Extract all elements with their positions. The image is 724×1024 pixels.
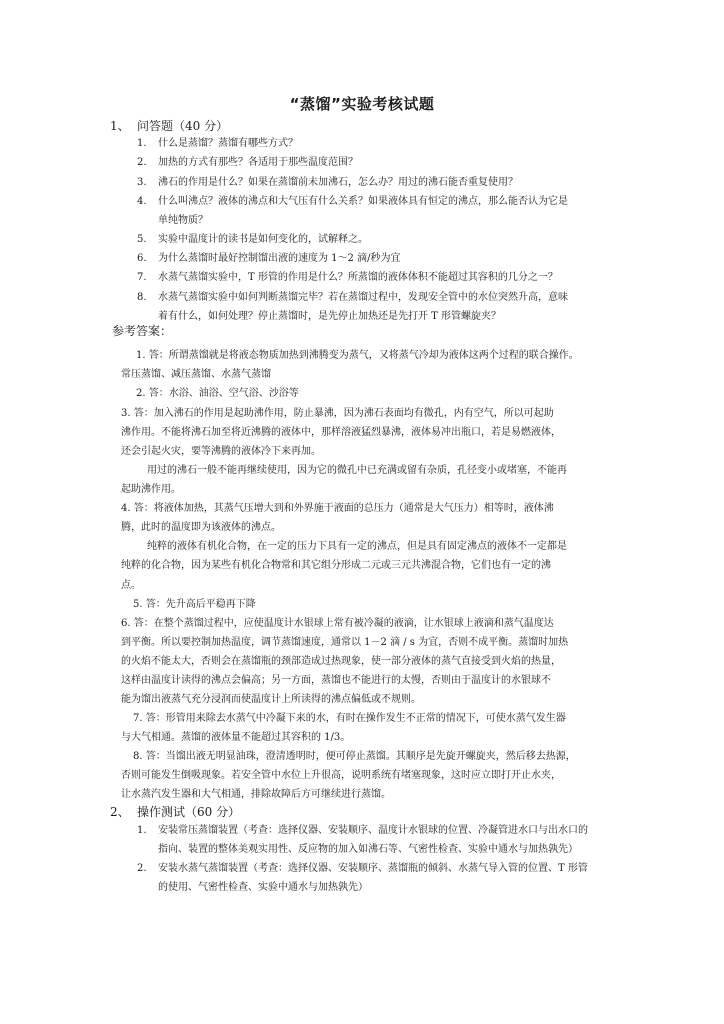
question-text: 单纯物质？ [158,215,208,226]
item-text: 指向、装置的整体美观实用性、反应物的加入如沸石等、气密性检查、实验中通水与加热孰先） [158,844,578,855]
answer-line: 腾，此时的温度即为该液体的沸点。 [121,522,281,533]
item-number: 2. [137,863,147,874]
section1-number: 1、 [110,119,130,133]
item-text: 安装水蒸气蒸馏装置（考查：选择仪器、安装顺序、蒸馏瓶的倾斜、水蒸气导入管的位置、T 形管 [158,863,588,874]
question-text: 着有什么，如何处理？停止蒸馏时，是先停止加热还是先打开 T 形管螺旋夹？ [158,311,502,322]
answer-line: 3. 答：加入沸石的作用是起助沸作用，防止暴沸，因为沸石表面均有微孔，内有空气，所以可起助 [121,408,554,419]
answer-line: 起助沸作用。 [121,484,181,495]
answer-line: 用过的沸石一般不能再继续使用，因为它的微孔中已充满或留有杂质，孔径变小或堵塞，不能再 [147,465,567,476]
answer-line: 纯粹的液体有机化合物，在一定的压力下具有一定的沸点，但是具有固定沸点的液体不一定都是 [147,541,567,552]
answers-heading: 参考答案： [112,324,173,338]
answer-line: 的火焰不能太大，否则会在蒸馏瓶的颈部造成过热现象，使一部分液体的蒸气直接受到火焰的热量， [121,656,561,667]
item-number: 1. [137,825,147,836]
answer-line: 与大气相通。蒸馏的液体量不能超过其容积的 1/3。 [121,732,351,743]
question-number: 5. [137,234,147,245]
answer-line: 常压蒸馏、减压蒸馏、水蒸气蒸馏 [121,369,271,380]
answer-line: 2. 答：水浴、油浴、空气浴、沙浴等 [136,388,299,399]
question-text: 加热的方式有那些？各适用于那些温度范围？ [158,157,358,168]
answer-line: 8. 答：当馏出液无明显油珠，澄清透明时，便可停止蒸馏。其顺序是先旋开螺旋夹，然后移去热源， [133,751,576,762]
question-text: 什么叫沸点？液体的沸点和大气压有什么关系？如果液体具有恒定的沸点，那么能否认为它是 [158,196,568,207]
question-text: 为什么蒸馏时最好控制馏出液的速度为 1～2 滴/秒为宜 [158,253,401,264]
answer-line: 点。 [121,580,141,591]
answer-line: 6. 答：在整个蒸馏过程中，应使温度计水银球上常有被冷凝的液滴，让水银球上液滴和蒸气温度达 [121,618,554,629]
question-text: 什么是蒸馏？蒸馏有哪些方式？ [158,138,298,149]
question-number: 8. [137,292,147,303]
question-number: 4. [137,196,147,207]
question-text: 实验中温度计的读书是如何变化的，试解释之。 [158,234,368,245]
section1-title: 问答题（40 分） [137,119,229,133]
answer-line: 1. 答：所谓蒸馏就是将液态物质加热到沸腾变为蒸气，又将蒸气冷却为液体这两个过程的联合操作。 [136,350,579,361]
question-number: 1. [137,138,147,149]
answer-line: 让水蒸汽发生器和大气相通，排除故障后方可继续进行蒸馏。 [121,789,391,800]
answer-line: 否则可能发生倒吸现象。若安全管中水位上升很高，说明系统有堵塞现象，这时应立即打开止水夹， [121,770,561,781]
question-text: 水蒸气蒸馏实验中，T 形管的作用是什么？所蒸馏的液体体积不能超过其容积的几分之一？ [158,272,558,283]
answer-line: 7. 答：形管用来除去水蒸气中冷凝下来的水，有时在操作发生不正常的情况下，可使水蒸气发生器 [133,713,566,724]
question-number: 2. [137,157,147,168]
question-number: 3. [137,177,147,188]
page-title: “蒸馏”实验考核试题 [289,95,435,113]
question-number: 7. [137,272,147,283]
answer-line: 4. 答：将液体加热，其蒸气压增大到和外界施于液面的总压力（通常是大气压力）相等时，液体沸 [121,503,554,514]
item-text: 的使用、气密性检查、实验中通水与加热孰先） [158,882,368,893]
answer-line: 沸作用。不能将沸石加至将近沸腾的液体中，那样溶液猛烈暴沸，液体易冲出瓶口，若是易燃液体， [121,427,561,438]
answer-line: 5. 答：先升高后平稳再下降 [133,599,256,610]
item-text: 安装常压蒸馏装置（考查：选择仪器、安装顺序、温度计水银球的位置、冷凝管进水口与出水口的 [158,825,588,836]
answer-line: 这样由温度计读得的沸点会偏高；另一方面，蒸馏也不能进行的太慢，否则由于温度计的水银球不 [121,675,551,686]
answer-line: 到平衡。所以要控制加热温度，调节蒸馏速度，通常以 1－2 滴 / s 为宜，否则不成平衡。蒸馏时加热 [121,637,569,648]
answer-line: 还会引起火灾，要等沸腾的液体冷下来再加。 [121,446,321,457]
answer-line: 能为馏出液蒸气充分浸润而使温度计上所读得的沸点偏低或不规则。 [121,694,421,705]
answer-line: 纯粹的化合物，因为某些有机化合物常和其它组分形成二元或三元共沸混合物，它们也有一定的沸 [121,560,551,571]
question-number: 6. [137,253,147,264]
section2-number: 2、 [110,805,130,819]
question-text: 水蒸气蒸馏实验中如何判断蒸馏完毕？若在蒸馏过程中，发现安全管中的水位突然升高，意味 [158,292,568,303]
question-text: 沸石的作用是什么？如果在蒸馏前未加沸石，怎么办？用过的沸石能否重复使用？ [158,177,518,188]
section2-title: 操作测试（60 分） [137,805,241,819]
